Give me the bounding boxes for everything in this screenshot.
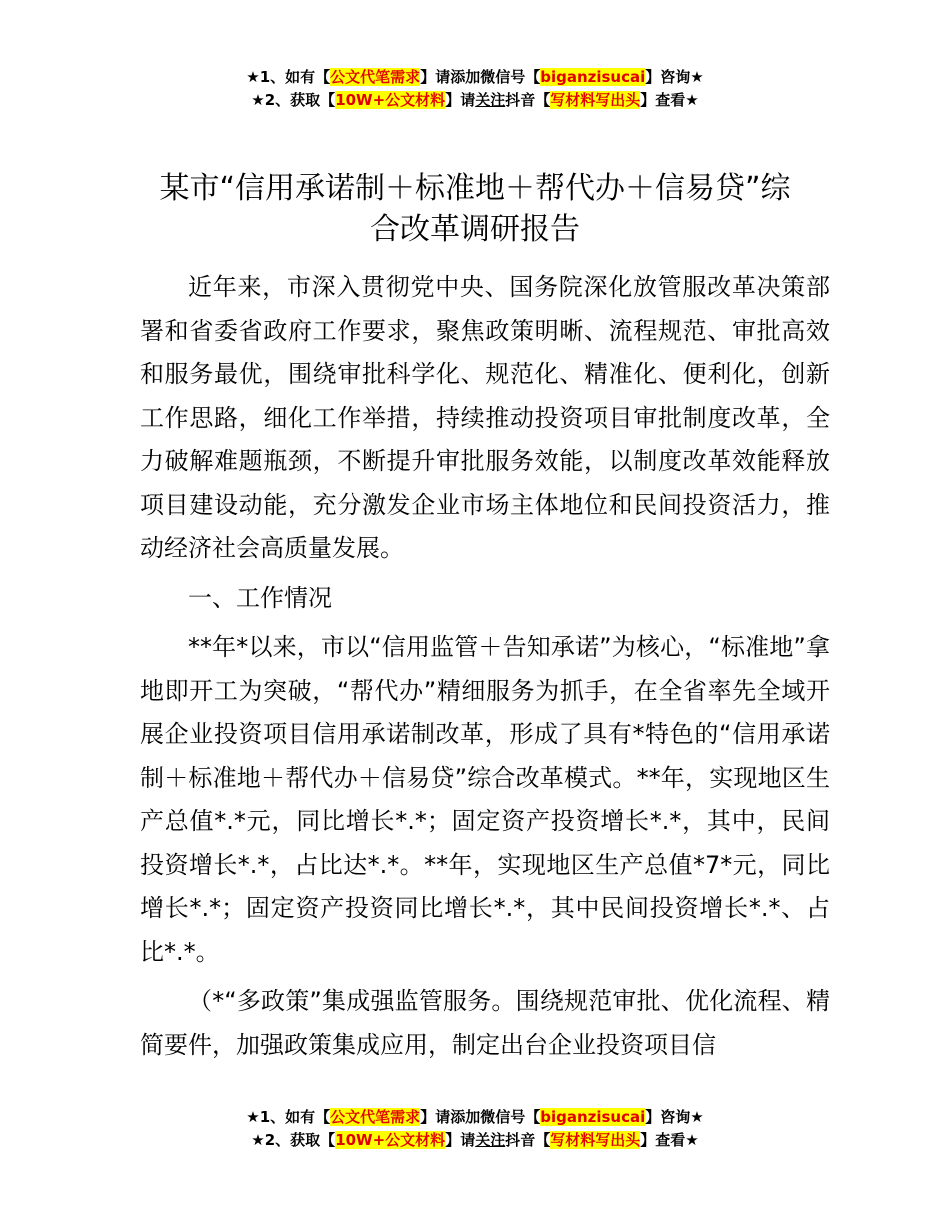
banner-highlight: 10W+公文材料: [335, 91, 446, 109]
paragraph-intro: 近年来，市深入贯彻党中央、国务院深化放管服改革决策部署和省委省政府工作要求，聚焦政策明晰、流程规范、审批高效和服务最优，围绕审批科学化、规范化、精准化、便利化，创新工作思路，细化工作举措，持续推动投资项目审批制度改革，全力破解难题瓶颈，不断提升审批服务效能，以制度改革效能释放项目建设动能，充分激发企业市场主体地位和民间投资活力，推动经济社会高质量发展。: [140, 273, 830, 562]
banner-text: ★1、如有【: [246, 1108, 331, 1126]
banner-text: 】请: [445, 91, 476, 109]
banner-text: 】咨询★: [645, 1108, 704, 1126]
douyin-highlight: 写材料写出头: [550, 91, 641, 109]
paragraph-policy: （*“多政策”集成强监管服务。围绕规范审批、优化流程、精简要件，加强政策集成应用，制定出台企业投资项目信: [140, 987, 830, 1059]
banner-highlight: 公文代笔需求: [330, 1108, 421, 1126]
banner-text: 】请: [445, 1131, 476, 1149]
footer-banner: [0, 1106, 950, 1152]
document-title: 某市“信用承诺制＋标准地＋帮代办＋信易贷”综合改革调研报告: [159, 171, 791, 247]
banner-text: 】查看★: [640, 1131, 699, 1149]
wechat-id-highlight: biganzisucai: [540, 68, 646, 86]
banner-text: 】查看★: [640, 91, 699, 109]
banner-line-2: [0, 89, 950, 112]
banner-underlined: 关注: [475, 1131, 506, 1149]
banner-line-2: [0, 1129, 950, 1152]
banner-text: ★1、如有【: [246, 68, 331, 86]
banner-highlight: 公文代笔需求: [330, 68, 421, 86]
banner-text: 】咨询★: [645, 68, 704, 86]
banner-line-1: [0, 1106, 950, 1129]
banner-underlined: 关注: [475, 91, 506, 109]
banner-highlight: 10W+公文材料: [335, 1131, 446, 1149]
banner-text: ★2、获取【: [251, 91, 336, 109]
banner-text: 】请添加微信号【: [420, 68, 541, 86]
douyin-highlight: 写材料写出头: [550, 1131, 641, 1149]
banner-line-1: [0, 66, 950, 89]
paragraph-work-status: **年*以来，市以“信用监管＋告知承诺”为核心，“标准地”拿地即开工为突破，“帮代办”精细服务为抓手，在全省率先全域开展企业投资项目信用承诺制改革，形成了具有*特色的“信用承诺制＋标准地＋帮代办＋信易贷”综合改革模式。**年，实现地区生产总值*.*元，同比增长*.*；固定资产投资增长*.*，其中，民间投资增长*.*，占比达*.*。**年，实现地区生产总值*7*元，同比增长*.*；固定资产投资同比增长*.*，其中民间投资增长*.*、占比*.*。: [140, 633, 830, 966]
banner-text: 抖音【: [505, 1131, 551, 1149]
header-banner: [0, 66, 950, 112]
banner-text: 抖音【: [505, 91, 551, 109]
document-body: [140, 266, 830, 1073]
section-heading: 一、工作情况: [188, 583, 332, 612]
wechat-id-highlight: biganzisucai: [540, 1108, 646, 1126]
banner-text: 】请添加微信号【: [420, 1108, 541, 1126]
banner-text: ★2、获取【: [251, 1131, 336, 1149]
